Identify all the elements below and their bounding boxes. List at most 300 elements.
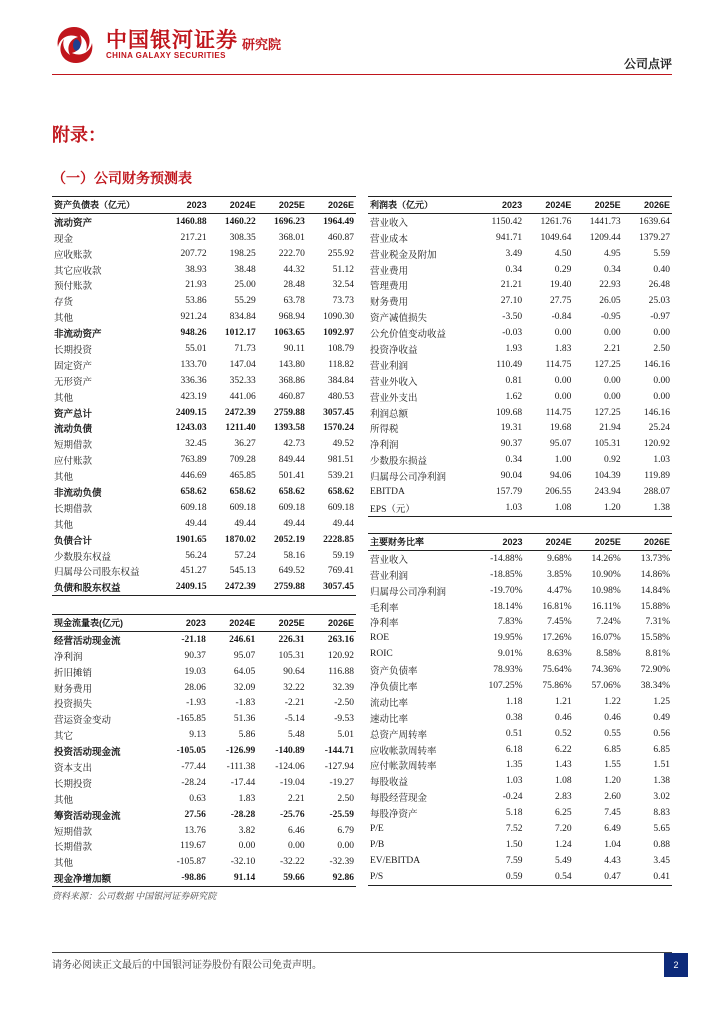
row-label: 短期借款 <box>54 827 93 838</box>
value-cell: 2.21 <box>287 793 305 804</box>
table-header-row <box>52 615 356 632</box>
value-cell: -140.89 <box>275 746 305 757</box>
value-cell: 0.38 <box>505 712 523 723</box>
row-label: 营业利润 <box>370 571 409 582</box>
value-cell: 217.21 <box>180 232 207 243</box>
value-cell: 104.39 <box>594 471 621 482</box>
value-cell: 146.16 <box>643 407 670 418</box>
value-cell: 609.18 <box>180 502 207 513</box>
row-label: 其他 <box>54 473 74 484</box>
value-cell: 1211.40 <box>225 423 256 434</box>
value-cell: -19.70% <box>490 585 523 596</box>
value-cell: 1460.88 <box>175 216 207 227</box>
value-cell: 13.73% <box>640 553 670 564</box>
value-cell: 105.31 <box>278 650 305 661</box>
value-cell: 649.52 <box>278 566 305 577</box>
table-row <box>368 436 672 452</box>
value-cell: 119.67 <box>180 841 206 852</box>
value-cell: 107.25% <box>488 680 523 691</box>
value-cell: -144.71 <box>324 746 354 757</box>
value-cell: 308.35 <box>229 232 256 243</box>
value-cell: 1150.42 <box>491 216 523 227</box>
value-cell: 2.83 <box>555 792 572 803</box>
value-cell: 6.85 <box>604 744 621 755</box>
value-cell: 0.81 <box>505 375 523 386</box>
value-cell: 109.68 <box>495 407 523 418</box>
value-cell: 336.36 <box>180 375 207 386</box>
value-cell: 16.07% <box>591 633 621 644</box>
row-label: P/B <box>370 839 385 850</box>
value-cell: 75.64% <box>542 665 572 676</box>
galaxy-logo-icon <box>52 23 96 67</box>
report-type-label: 公司点评 <box>623 57 672 71</box>
value-cell: -165.85 <box>176 714 206 725</box>
table-row <box>52 838 356 854</box>
value-cell: 1.08 <box>555 776 572 787</box>
table-row <box>368 726 672 742</box>
row-label: 管理费用 <box>370 282 409 293</box>
year-header-cell: 2023 <box>160 197 209 214</box>
value-cell: 921.24 <box>180 312 207 323</box>
brand-name-en: CHINA GALAXY SECURITIES <box>106 51 226 60</box>
value-cell: 13.76 <box>184 825 206 836</box>
table-row <box>52 516 356 532</box>
row-label: 少数股东损益 <box>370 457 428 468</box>
value-cell: 1243.03 <box>175 423 207 434</box>
value-cell: 501.41 <box>278 471 305 482</box>
value-cell: 90.37 <box>184 650 206 661</box>
row-label: 短期借款 <box>54 441 93 452</box>
row-label: 少数股东权益 <box>54 552 112 563</box>
table-row <box>52 854 356 870</box>
table-row <box>52 277 356 293</box>
table-row <box>368 213 672 229</box>
value-cell: 27.10 <box>500 296 523 307</box>
value-cell: 5.48 <box>287 730 305 741</box>
value-cell: 658.62 <box>278 486 305 497</box>
table-row <box>368 309 672 325</box>
row-label: 负债合计 <box>54 536 93 547</box>
value-cell: 55.01 <box>185 343 207 354</box>
value-cell: 352.33 <box>229 375 256 386</box>
table-row <box>52 664 356 680</box>
row-label: 归属母公司股东权益 <box>54 568 140 579</box>
table-row <box>52 870 356 886</box>
value-cell: -2.21 <box>284 698 305 709</box>
table-row <box>52 230 356 246</box>
value-cell: 7.45 <box>604 808 621 819</box>
value-cell: 7.45% <box>547 617 572 628</box>
year-header-cell: 2024E <box>524 197 573 214</box>
row-label: 其它 <box>54 732 74 743</box>
value-cell: 90.11 <box>283 343 305 354</box>
value-cell: 460.87 <box>327 232 354 243</box>
table-row <box>52 548 356 564</box>
header-divider <box>52 74 672 75</box>
value-cell: -126.99 <box>225 746 256 757</box>
financial-ratios-table <box>368 533 672 886</box>
value-cell: 968.94 <box>278 312 305 323</box>
value-cell: 0.00 <box>653 375 670 386</box>
value-cell: -25.59 <box>329 809 354 820</box>
value-cell: 0.55 <box>604 728 621 739</box>
table-row <box>52 262 356 278</box>
table-row <box>368 230 672 246</box>
row-label: EPS（元） <box>368 500 475 516</box>
table-row <box>368 357 672 373</box>
cash-flow-table <box>52 614 356 887</box>
row-label: 应付帐款周转率 <box>370 762 437 773</box>
value-cell: 90.04 <box>500 471 523 482</box>
row-label: 营业税金及附加 <box>370 250 437 261</box>
value-cell: 27.75 <box>550 296 572 307</box>
value-cell: 7.24% <box>596 617 621 628</box>
row-label: 其他 <box>54 795 74 806</box>
value-cell: 6.79 <box>337 825 354 836</box>
value-cell: 4.43 <box>604 855 621 866</box>
value-cell: 147.04 <box>229 359 256 370</box>
value-cell: 118.82 <box>328 359 354 370</box>
value-cell: 0.29 <box>554 264 572 275</box>
table-row <box>52 579 356 595</box>
value-cell: -14.88% <box>490 553 523 564</box>
footer-disclaimer: 请务必阅读正文最后的中国银河证券股份有限公司免责声明。 <box>52 960 322 971</box>
value-cell: 255.92 <box>327 248 354 259</box>
value-cell: 71.73 <box>234 343 256 354</box>
row-label: 无形资产 <box>54 377 93 388</box>
value-cell: 38.34% <box>640 680 670 691</box>
value-cell: 49.44 <box>185 518 207 529</box>
value-cell: 1.55 <box>604 760 621 771</box>
year-header-cell: 2026E <box>623 534 672 551</box>
value-cell: 6.46 <box>287 825 305 836</box>
value-cell: 0.92 <box>604 455 621 466</box>
value-cell: 446.69 <box>180 471 207 482</box>
value-cell: 2409.15 <box>160 579 209 595</box>
table-row <box>368 262 672 278</box>
row-label: 投资活动现金流 <box>54 748 121 759</box>
value-cell: 59.19 <box>332 550 354 561</box>
table-row <box>52 325 356 341</box>
table-row <box>368 869 672 885</box>
value-cell: 2759.88 <box>258 579 307 595</box>
table-row <box>368 710 672 726</box>
value-cell: 1570.24 <box>323 423 354 434</box>
row-label: 应付账款 <box>54 457 93 468</box>
value-cell: 0.34 <box>505 455 523 466</box>
value-cell: 1209.44 <box>589 232 621 243</box>
value-cell: -32.22 <box>280 857 305 868</box>
value-cell: 32.39 <box>332 682 354 693</box>
value-cell: 849.44 <box>278 455 305 466</box>
value-cell: 0.51 <box>505 728 523 739</box>
row-label: P/S <box>368 869 475 885</box>
table-title-cell: 现金流量表(亿元) <box>52 615 159 632</box>
value-cell: 72.90% <box>640 665 670 676</box>
value-cell: 1.00 <box>554 455 572 466</box>
value-cell: 5.59 <box>653 248 670 259</box>
value-cell: 480.53 <box>327 391 354 402</box>
row-label: 资产总计 <box>54 409 93 420</box>
row-label: 总资产周转率 <box>370 730 428 741</box>
row-label: 毛利率 <box>370 603 399 614</box>
row-label: 归属母公司净利润 <box>370 587 447 598</box>
year-header-cell: 2023 <box>475 197 524 214</box>
row-label: 每股收益 <box>370 778 409 789</box>
row-label: 净利润 <box>54 652 83 663</box>
value-cell: -19.27 <box>329 777 354 788</box>
value-cell: 709.28 <box>229 455 256 466</box>
row-label: 每股净资产 <box>370 810 418 821</box>
value-cell: -105.87 <box>176 857 206 868</box>
footer-divider <box>52 952 672 953</box>
table-row <box>368 789 672 805</box>
row-label: 营业收入 <box>370 218 409 229</box>
table-row <box>52 246 356 262</box>
table-title-cell: 主要财务比率 <box>368 534 475 551</box>
value-cell: 2052.19 <box>273 534 305 545</box>
value-cell: 658.62 <box>180 486 207 497</box>
value-cell: 63.78 <box>283 296 305 307</box>
value-cell: 1.25 <box>653 696 670 707</box>
table-row <box>52 631 356 647</box>
value-cell: 9.13 <box>189 730 206 741</box>
value-cell: 0.34 <box>604 264 621 275</box>
value-cell: -17.44 <box>230 777 256 788</box>
table-row <box>52 648 356 664</box>
table-row <box>368 773 672 789</box>
value-cell: 57.24 <box>234 550 256 561</box>
value-cell: 1.20 <box>573 500 622 516</box>
value-cell: 834.84 <box>229 312 256 323</box>
table-row <box>368 277 672 293</box>
value-cell: 18.14% <box>493 601 523 612</box>
value-cell: 609.18 <box>278 502 305 513</box>
value-cell: 5.65 <box>653 823 670 834</box>
table-row <box>52 436 356 452</box>
value-cell: 3057.45 <box>307 579 356 595</box>
row-label: EBITDA <box>370 486 405 497</box>
table-header-row <box>368 534 672 551</box>
value-cell: 0.40 <box>653 264 670 275</box>
value-cell: 198.25 <box>229 248 256 259</box>
value-cell: 91.14 <box>208 870 257 886</box>
value-cell: 17.26% <box>542 633 572 644</box>
value-cell: 14.84% <box>640 585 670 596</box>
value-cell: 78.93% <box>493 665 523 676</box>
row-label: 长期投资 <box>54 345 93 356</box>
row-label: 应收帐款周转率 <box>370 746 437 757</box>
value-cell: 4.50 <box>554 248 572 259</box>
table-header-row <box>368 197 672 214</box>
table-row <box>368 757 672 773</box>
value-cell: 8.81% <box>645 649 670 660</box>
value-cell: 1.04 <box>604 839 621 850</box>
value-cell: 5.86 <box>238 730 256 741</box>
value-cell: 6.25 <box>555 808 572 819</box>
balance-sheet-table <box>52 196 356 596</box>
row-label: 利润总额 <box>370 409 409 420</box>
value-cell: 1.43 <box>555 760 572 771</box>
table-row <box>52 293 356 309</box>
table-row <box>368 468 672 484</box>
value-cell: 1.18 <box>505 696 523 707</box>
value-cell: 19.31 <box>500 423 523 434</box>
table-row <box>52 532 356 548</box>
value-cell: 1.93 <box>505 343 523 354</box>
value-cell: 10.90% <box>591 569 621 580</box>
value-cell: 0.34 <box>505 264 523 275</box>
value-cell: -0.24 <box>502 792 523 803</box>
value-cell: 609.18 <box>327 502 354 513</box>
value-cell: 114.75 <box>545 359 572 370</box>
value-cell: 0.54 <box>525 869 574 885</box>
table-row <box>52 452 356 468</box>
row-label: 负债和股东权益 <box>52 579 160 595</box>
value-cell: 384.84 <box>327 375 354 386</box>
value-cell: 15.58% <box>640 633 670 644</box>
value-cell: 7.31% <box>645 617 670 628</box>
value-cell: 0.00 <box>337 841 354 852</box>
value-cell: 58.16 <box>283 550 305 561</box>
value-cell: 119.89 <box>644 471 670 482</box>
value-cell: 7.59 <box>505 855 523 866</box>
value-cell: -2.50 <box>334 698 354 709</box>
table-row <box>52 341 356 357</box>
value-cell: 0.00 <box>653 328 670 339</box>
value-cell: 7.83% <box>497 617 523 628</box>
value-cell: 7.20 <box>555 823 572 834</box>
row-label: 资产负债率 <box>370 667 418 678</box>
value-cell: -3.50 <box>502 312 523 323</box>
row-label: 流动负债 <box>54 425 93 436</box>
value-cell: 441.06 <box>229 391 256 402</box>
value-cell: 19.68 <box>550 423 572 434</box>
value-cell: 2472.39 <box>209 579 258 595</box>
value-cell: -21.18 <box>181 634 206 645</box>
value-cell: -0.84 <box>551 312 572 323</box>
value-cell: 0.47 <box>574 869 623 885</box>
row-label: 归属母公司净利润 <box>370 473 447 484</box>
row-label: 净利润 <box>370 441 399 452</box>
row-label: 长期借款 <box>54 504 93 515</box>
row-label: 投资净收益 <box>370 345 418 356</box>
row-label: 营业利润 <box>370 361 409 372</box>
value-cell: -32.10 <box>230 857 256 868</box>
value-cell: 206.55 <box>545 486 572 497</box>
value-cell: 90.64 <box>283 666 305 677</box>
page-number: 2 <box>664 953 688 977</box>
table-row <box>52 563 356 579</box>
row-label: 营业外支出 <box>370 393 418 404</box>
row-label: EV/EBITDA <box>370 855 421 866</box>
year-header-cell: 2024E <box>525 534 574 551</box>
value-cell: 32.22 <box>283 682 305 693</box>
row-label: 其他 <box>54 314 74 325</box>
row-label: P/E <box>370 823 384 834</box>
value-cell: 105.31 <box>594 439 621 450</box>
value-cell: -18.85% <box>490 569 523 580</box>
table-row <box>368 742 672 758</box>
row-label: 非流动资产 <box>54 330 102 341</box>
value-cell: 763.89 <box>180 455 207 466</box>
value-cell: 0.63 <box>189 793 206 804</box>
value-cell: 658.62 <box>327 486 354 497</box>
value-cell: 27.56 <box>184 809 206 820</box>
row-label: 资产减值损失 <box>370 314 428 325</box>
value-cell: 1090.30 <box>323 312 354 323</box>
table-row <box>368 614 672 630</box>
value-cell: 246.61 <box>229 634 256 645</box>
value-cell: -28.28 <box>230 809 256 820</box>
value-cell: 90.37 <box>500 439 523 450</box>
value-cell: 1.50 <box>505 839 523 850</box>
table-row <box>52 680 356 696</box>
value-cell: 28.06 <box>184 682 206 693</box>
year-header-cell: 2026E <box>307 615 356 632</box>
value-cell: -9.53 <box>334 714 354 725</box>
value-cell: 127.25 <box>594 359 621 370</box>
value-cell: 95.07 <box>233 650 256 661</box>
value-cell: 0.00 <box>604 391 621 402</box>
value-cell: 3.82 <box>238 825 256 836</box>
value-cell: 1063.65 <box>273 328 305 339</box>
value-cell: 5.01 <box>337 730 354 741</box>
row-label: 资本支出 <box>54 763 93 774</box>
value-cell: 1.21 <box>555 696 572 707</box>
value-cell: -1.93 <box>186 698 206 709</box>
value-cell: 26.48 <box>648 280 670 291</box>
value-cell: 941.71 <box>495 232 523 243</box>
row-label: 营业收入 <box>370 555 409 566</box>
table-row <box>52 420 356 436</box>
value-cell: -0.97 <box>650 312 670 323</box>
year-header-cell: 2026E <box>307 197 356 214</box>
row-label: 其他 <box>54 859 74 870</box>
table-row <box>52 727 356 743</box>
value-cell: 5.18 <box>505 808 523 819</box>
row-label: 其他 <box>54 520 74 531</box>
table-row <box>368 805 672 821</box>
value-cell: 3.02 <box>653 792 670 803</box>
value-cell: 658.62 <box>229 486 256 497</box>
row-label: 每股经营现金 <box>370 794 428 805</box>
value-cell: -25.76 <box>280 809 305 820</box>
value-cell: 1.83 <box>238 793 256 804</box>
row-label: 折旧摊销 <box>54 668 93 679</box>
value-cell: -28.24 <box>181 777 206 788</box>
year-header-cell: 2025E <box>574 534 623 551</box>
table-row <box>52 759 356 775</box>
value-cell: 75.86% <box>542 680 572 691</box>
table-row <box>368 500 672 516</box>
table-row <box>368 484 672 500</box>
value-cell: 0.00 <box>604 328 621 339</box>
row-label: 流动比率 <box>370 698 409 709</box>
value-cell: 1696.23 <box>273 216 305 227</box>
value-cell: 16.81% <box>542 601 572 612</box>
value-cell: 55.29 <box>234 296 256 307</box>
row-label: ROIC <box>370 649 393 660</box>
row-label: ROE <box>370 633 389 644</box>
row-label: 其它应收款 <box>54 266 102 277</box>
value-cell: 1964.49 <box>323 216 354 227</box>
value-cell: 3.85% <box>547 569 572 580</box>
value-cell: 6.85 <box>653 744 670 755</box>
table-row <box>52 743 356 759</box>
value-cell: 0.56 <box>653 728 670 739</box>
value-cell: 59.66 <box>257 870 306 886</box>
